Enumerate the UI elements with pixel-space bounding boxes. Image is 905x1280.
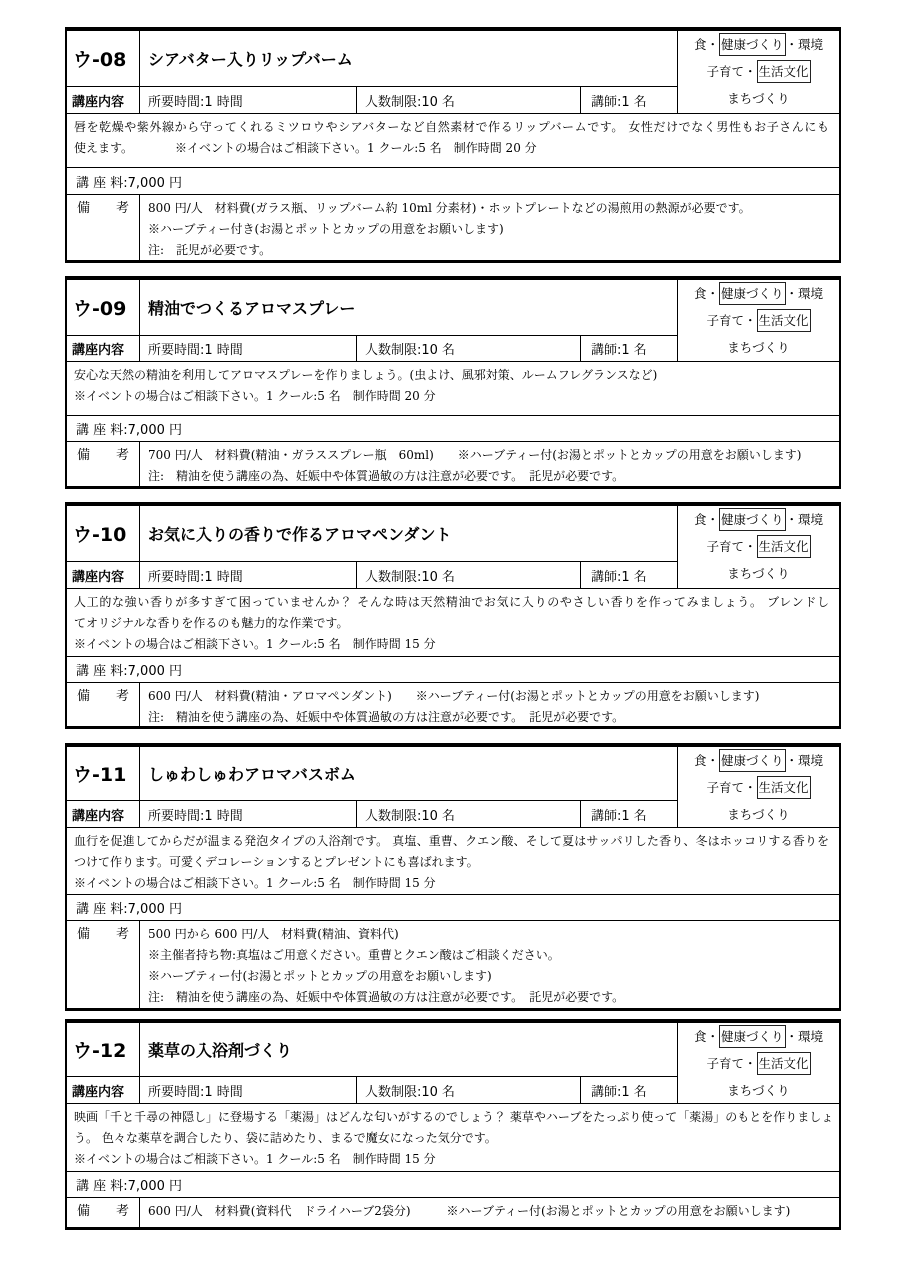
notes-line: ※ハーブティー付(お湯とポットとカップの用意をお願いします) <box>148 969 492 983</box>
notes-line: 600 円/人 材料費(精油・アロマペンダント) ※ハーブティー付(お湯とポットとカップの用意をお願いします) <box>148 689 760 703</box>
category-text: まちづくり <box>727 340 790 355</box>
category-selected: 健康づくり <box>719 33 786 56</box>
course-header <box>67 31 839 114</box>
content-label: 講座内容 <box>67 562 140 588</box>
course-description <box>67 362 839 416</box>
duration: 所要時間:1 時間 <box>140 87 357 113</box>
course-notes <box>67 921 839 1008</box>
category-tags <box>678 31 839 113</box>
instructors: 講師:1 名 <box>591 808 647 824</box>
notes-line: 600 円/人 材料費(資料代 ドライハーブ2袋分) ※ハーブティー付(お湯とポットとカップの用意をお願いします) <box>148 1204 791 1218</box>
category-row <box>678 85 839 112</box>
course-title-row <box>67 1023 677 1077</box>
category-row <box>678 31 839 58</box>
course-fee: 講 座 料:7,000 円 <box>67 1172 839 1198</box>
category-row <box>678 334 839 361</box>
course-title: 精油でつくるアロマスプレー <box>148 299 356 318</box>
category-selected: 健康づくり <box>719 1025 786 1048</box>
capacity: 人数制限:10 名 <box>357 801 581 827</box>
course-description <box>67 828 839 895</box>
category-text: まちづくり <box>727 91 790 106</box>
category-selected: 健康づくり <box>719 282 786 305</box>
category-text: ・環境 <box>785 512 824 527</box>
category-text: ・環境 <box>785 1029 824 1044</box>
course-header-main <box>67 31 678 113</box>
notes-label: 備 考 <box>67 442 140 486</box>
capacity: 人数制限:10 名 <box>357 562 581 588</box>
description-line: ※イベントの場合はご相談下さい。1 クール:5 名 制作時間 15 分 <box>74 876 436 890</box>
course-block <box>65 27 841 263</box>
course-description <box>67 1104 839 1172</box>
category-text: 食・ <box>693 37 719 52</box>
category-row <box>678 506 839 533</box>
category-text: ・環境 <box>785 753 824 768</box>
content-label: 講座内容 <box>67 87 140 113</box>
course-code: ウ-12 <box>67 1023 140 1076</box>
notes-line: ※ハーブティー付き(お湯とポットとカップの用意をお願いします) <box>148 222 504 236</box>
course-code: ウ-09 <box>67 280 140 335</box>
instructors: 講師:1 名 <box>591 569 647 585</box>
duration: 所要時間:1 時間 <box>140 1077 357 1103</box>
course-notes <box>67 683 839 726</box>
instructors: 講師:1 名 <box>591 94 647 110</box>
course-notes <box>67 1198 839 1227</box>
description-line: 安心な天然の精油を利用してアロマスプレーを作りましょう。(虫よけ、風邪対策、ルームフレグランスなど) <box>74 368 658 382</box>
course-header-main <box>67 1023 678 1103</box>
description-line: 血行を促進してからだが温まる発泡タイプの入浴剤です。 真塩、重曹、クエン酸、そして夏はサッパリした香り、冬はホッコリする香りを <box>74 834 829 848</box>
notes-content <box>140 195 839 260</box>
course-info-row <box>67 1077 677 1103</box>
description-line: ※イベントの場合はご相談下さい。1 クール:5 名 制作時間 15 分 <box>74 1152 436 1166</box>
course-title: お気に入りの香りで作るアロマペンダント <box>148 525 452 544</box>
description-line: ※イベントの場合はご相談下さい。1 クール:5 名 制作時間 15 分 <box>74 637 436 651</box>
course-info-row <box>67 336 677 361</box>
course-fee: 講 座 料:7,000 円 <box>67 168 839 195</box>
course-fee: 講 座 料:7,000 円 <box>67 657 839 683</box>
course-title-row <box>67 31 677 87</box>
description-line: 映画「千と千尋の神隠し」に登場する「薬湯」はどんな匂いがするのでしょう？ 薬草やハーブをたっぷり使って「薬湯」のもとを作りましょ <box>74 1110 834 1124</box>
notes-label: 備 考 <box>67 195 140 260</box>
course-title-row <box>67 280 677 336</box>
course-info-row <box>67 801 677 827</box>
category-text: 食・ <box>693 286 719 301</box>
description-line: う。 色々な薬草を調合したり、袋に詰めたり、まるで魔女になった気分です。 <box>74 1131 497 1145</box>
course-header <box>67 747 839 828</box>
course-title: シアバター入りリップバーム <box>148 50 353 69</box>
course-description <box>67 114 839 168</box>
content-label: 講座内容 <box>67 336 140 361</box>
category-tags <box>678 1023 839 1103</box>
course-code: ウ-11 <box>67 747 140 800</box>
category-row <box>678 1077 839 1103</box>
course-code: ウ-10 <box>67 506 140 561</box>
category-row <box>678 1023 839 1050</box>
description-line: 使えます。 ※イベントの場合はご相談下さい。1 クール:5 名 制作時間 20 分 <box>74 141 537 155</box>
category-tags <box>678 506 839 588</box>
category-row <box>678 280 839 307</box>
notes-label: 備 考 <box>67 683 140 726</box>
notes-line: 注: 精油を使う講座の為、妊娠中や体質過敏の方は注意が必要です。 託児が必要です。 <box>148 990 625 1004</box>
course-fee: 講 座 料:7,000 円 <box>67 416 839 442</box>
description-line: ※イベントの場合はご相談下さい。1 クール:5 名 制作時間 20 分 <box>74 389 436 403</box>
course-title: しゅわしゅわアロマバスボム <box>148 765 356 784</box>
notes-label: 備 考 <box>67 921 140 1008</box>
category-text: 食・ <box>693 753 719 768</box>
category-text: ・環境 <box>785 37 824 52</box>
course-info-row <box>67 87 677 113</box>
category-text: まちづくり <box>727 807 790 822</box>
course-notes <box>67 442 839 486</box>
course-notes <box>67 195 839 260</box>
notes-content <box>140 921 839 1008</box>
content-label: 講座内容 <box>67 1077 140 1103</box>
course-title: 薬草の入浴剤づくり <box>148 1041 293 1060</box>
notes-content <box>140 1198 839 1227</box>
course-block <box>65 502 841 729</box>
notes-line: 700 円/人 材料費(精油・ガラススプレー瓶 60ml) ※ハーブティー付(お湯とポットとカップの用意をお願いします) <box>148 448 802 462</box>
category-selected: 生活文化 <box>757 535 811 558</box>
category-selected: 生活文化 <box>757 60 811 83</box>
duration: 所要時間:1 時間 <box>140 801 357 827</box>
category-tags <box>678 747 839 827</box>
category-selected: 健康づくり <box>719 508 786 531</box>
category-text: 子育て・ <box>706 539 757 554</box>
course-block <box>65 276 841 489</box>
course-title-row <box>67 747 677 801</box>
category-row <box>678 58 839 85</box>
capacity: 人数制限:10 名 <box>357 336 581 361</box>
category-selected: 生活文化 <box>757 1052 811 1075</box>
category-text: 食・ <box>693 1029 719 1044</box>
course-header <box>67 1023 839 1104</box>
category-tags <box>678 280 839 361</box>
course-header-main <box>67 747 678 827</box>
course-block <box>65 743 841 1011</box>
duration: 所要時間:1 時間 <box>140 336 357 361</box>
course-header <box>67 506 839 589</box>
category-text: 子育て・ <box>706 780 757 795</box>
course-block <box>65 1019 841 1230</box>
category-text: ・環境 <box>785 286 824 301</box>
course-title-row <box>67 506 677 562</box>
category-text: まちづくり <box>727 566 790 581</box>
course-code: ウ-08 <box>67 31 140 86</box>
course-description <box>67 589 839 657</box>
description-line: つけて作ります。可愛くデコレーションするとプレゼントにも喜ばれます。 <box>74 855 479 869</box>
notes-line: 注: 託児が必要です。 <box>148 243 272 257</box>
notes-line: ※主催者持ち物:真塩はご用意ください。重曹とクエン酸はご相談ください。 <box>148 948 560 962</box>
content-label: 講座内容 <box>67 801 140 827</box>
instructors: 講師:1 名 <box>591 1084 647 1100</box>
course-header-main <box>67 506 678 588</box>
category-text: 子育て・ <box>706 313 757 328</box>
instructors: 講師:1 名 <box>591 343 647 358</box>
description-line: 人工的な強い香りが多すぎて困っていませんか？ そんな時は天然精油でお気に入りのやさしい香りを作ってみましょう。 ブレンドし <box>74 595 829 609</box>
course-header <box>67 280 839 362</box>
category-selected: 生活文化 <box>757 309 811 332</box>
capacity: 人数制限:10 名 <box>357 1077 581 1103</box>
description-line: てオリジナルな香りを作るのも魅力的な作業です。 <box>74 616 349 630</box>
notes-line: 800 円/人 材料費(ガラス瓶、リップバーム約 10ml 分素材)・ホットプレートなどの湯煎用の熱源が必要です。 <box>148 201 751 215</box>
category-row <box>678 774 839 801</box>
category-selected: 健康づくり <box>719 749 786 772</box>
description-line: 唇を乾燥や紫外線から守ってくれるミツロウやシアバターなど自然素材で作るリップバームです。 女性だけでなく男性もお子さんにも <box>74 120 829 134</box>
notes-content <box>140 442 839 486</box>
course-info-row <box>67 562 677 588</box>
category-row <box>678 307 839 334</box>
notes-label: 備 考 <box>67 1198 140 1227</box>
notes-line: 500 円から 600 円/人 材料費(精油、資料代) <box>148 927 399 941</box>
category-row <box>678 533 839 560</box>
notes-content <box>140 683 839 726</box>
category-row <box>678 747 839 774</box>
category-row <box>678 560 839 587</box>
category-row <box>678 801 839 827</box>
course-fee: 講 座 料:7,000 円 <box>67 895 839 921</box>
course-header-main <box>67 280 678 361</box>
category-row <box>678 1050 839 1077</box>
category-text: 食・ <box>693 512 719 527</box>
category-text: 子育て・ <box>706 1056 757 1071</box>
capacity: 人数制限:10 名 <box>357 87 581 113</box>
category-selected: 生活文化 <box>757 776 811 799</box>
notes-line: 注: 精油を使う講座の為、妊娠中や体質過敏の方は注意が必要です。 託児が必要です。 <box>148 469 625 483</box>
notes-line: 注: 精油を使う講座の為、妊娠中や体質過敏の方は注意が必要です。 託児が必要です。 <box>148 710 625 724</box>
duration: 所要時間:1 時間 <box>140 562 357 588</box>
category-text: 子育て・ <box>706 64 757 79</box>
category-text: まちづくり <box>727 1083 790 1098</box>
